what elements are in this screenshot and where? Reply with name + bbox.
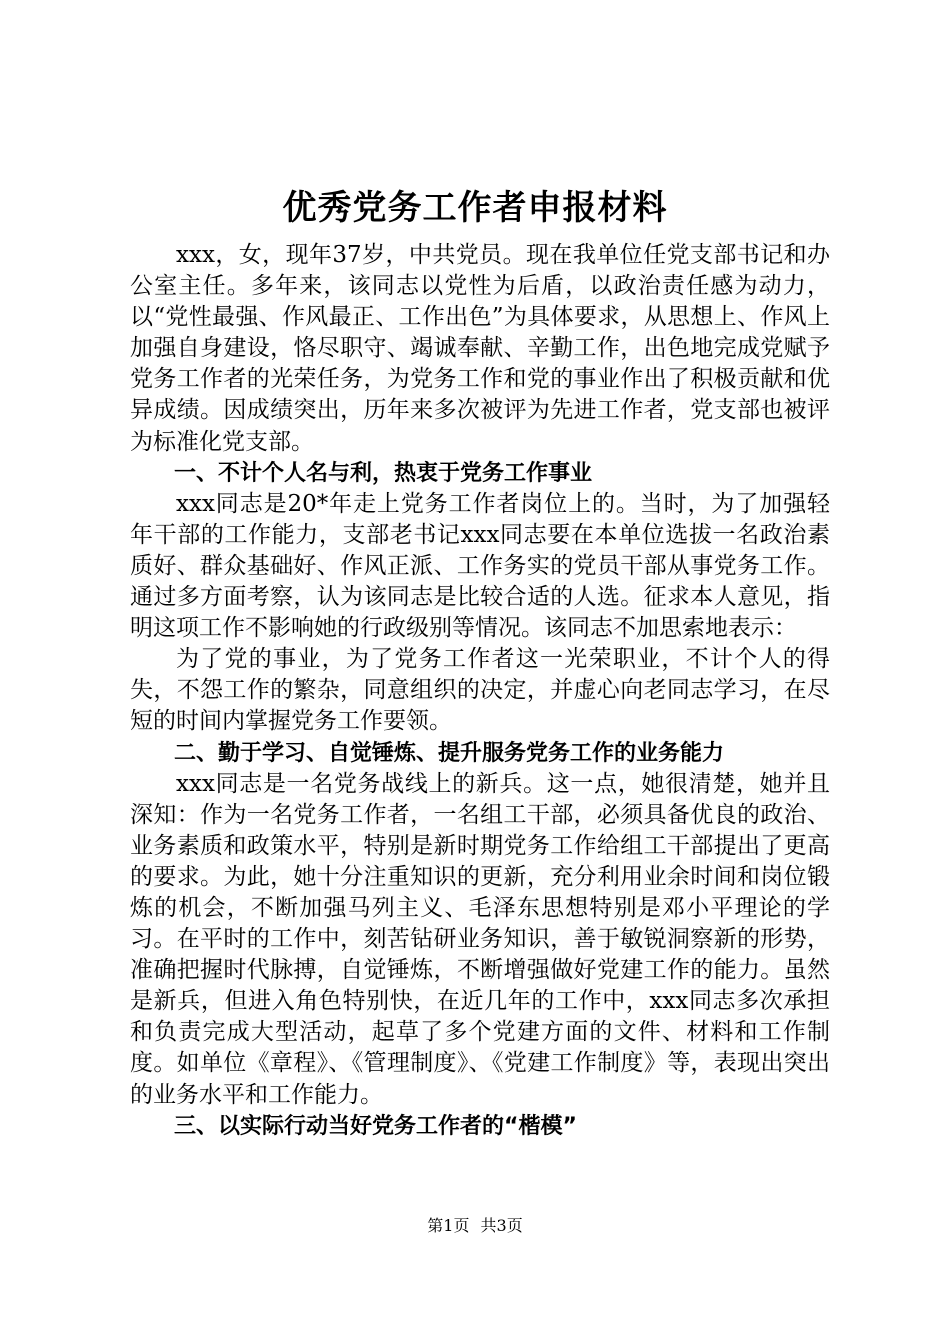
- page-footer: [0, 1214, 950, 1238]
- document-body: [130, 240, 830, 1142]
- document-title: 优秀党务工作者申报材料: [282, 188, 668, 228]
- section-heading-2: 二、勤于学习、自觉锤炼、提升服务党务工作的业务能力: [174, 740, 725, 766]
- section-2-paragraph-1: xxx同志是一名党务战线上的新兵。这一点，她很清楚，她并且深知：作为一名党务工作者，一名组工干部，必须具备优良的政治、业务素质和政策水平，特别是新时期党务工作给组工干部提出了更高的要求。为此，她十分注重知识的更新，充分利用业余时间和岗位锻炼的机会，不断加强马列主义、毛泽东思想特别是邓小平理论的学习。在平时的工作中，刻苦钻研业务知识，善于敏锐洞察新的形势，准确把握时代脉搏，自觉锤炼，不断增强做好党建工作的能力。虽然是新兵，但进入角色特别快，在近几年的工作中，xxx同志多次承担和负责完成大型活动，起草了多个党建方面的文件、材料和工作制度。如单位《章程》、《管理制度》、《党建工作制度》等，表现出突出的业务水平和工作能力。: [130, 770, 830, 1108]
- page-total: 共3页: [480, 1216, 523, 1235]
- intro-paragraph: xxx，女，现年37岁，中共党员。现在我单位任党支部书记和办公室主任。多年来，该同志以党性为后盾，以政治责任感为动力，以“党性最强、作风最正、工作出色”为具体要求，从思想上、作风上加强自身建设，恪尽职守、竭诚奉献、辛勤工作，出色地完成党赋予党务工作者的光荣任务，为党务工作和党的事业作出了积极贡献和优异成绩。因成绩突出，历年来多次被评为先进工作者，党支部也被评为标准化党支部。: [130, 242, 830, 455]
- section-1-paragraph-1: xxx同志是20*年走上党务工作者岗位上的。当时，为了加强轻年干部的工作能力，支部老书记xxx同志要在本单位选拔一名政治素质好、群众基础好、作风正派、工作务实的党员干部从事党务工作。通过多方面考察，认为该同志是比较合适的人选。征求本人意见，指明这项工作不影响她的行政级别等情况。该同志不加思索地表示：: [130, 490, 830, 642]
- page-number: 第1页: [427, 1216, 470, 1235]
- section-heading-1: 一、不计个人名与利，热衷于党务工作事业: [174, 460, 593, 486]
- section-1-paragraph-2: 为了党的事业，为了党务工作者这一光荣职业，不计个人的得失，不怨工作的繁杂，同意组织的决定，并虚心向老同志学习，在尽短的时间内掌握党务工作要领。: [130, 646, 830, 735]
- section-heading-3: 三、以实际行动当好党务工作者的“楷模”: [174, 1113, 577, 1139]
